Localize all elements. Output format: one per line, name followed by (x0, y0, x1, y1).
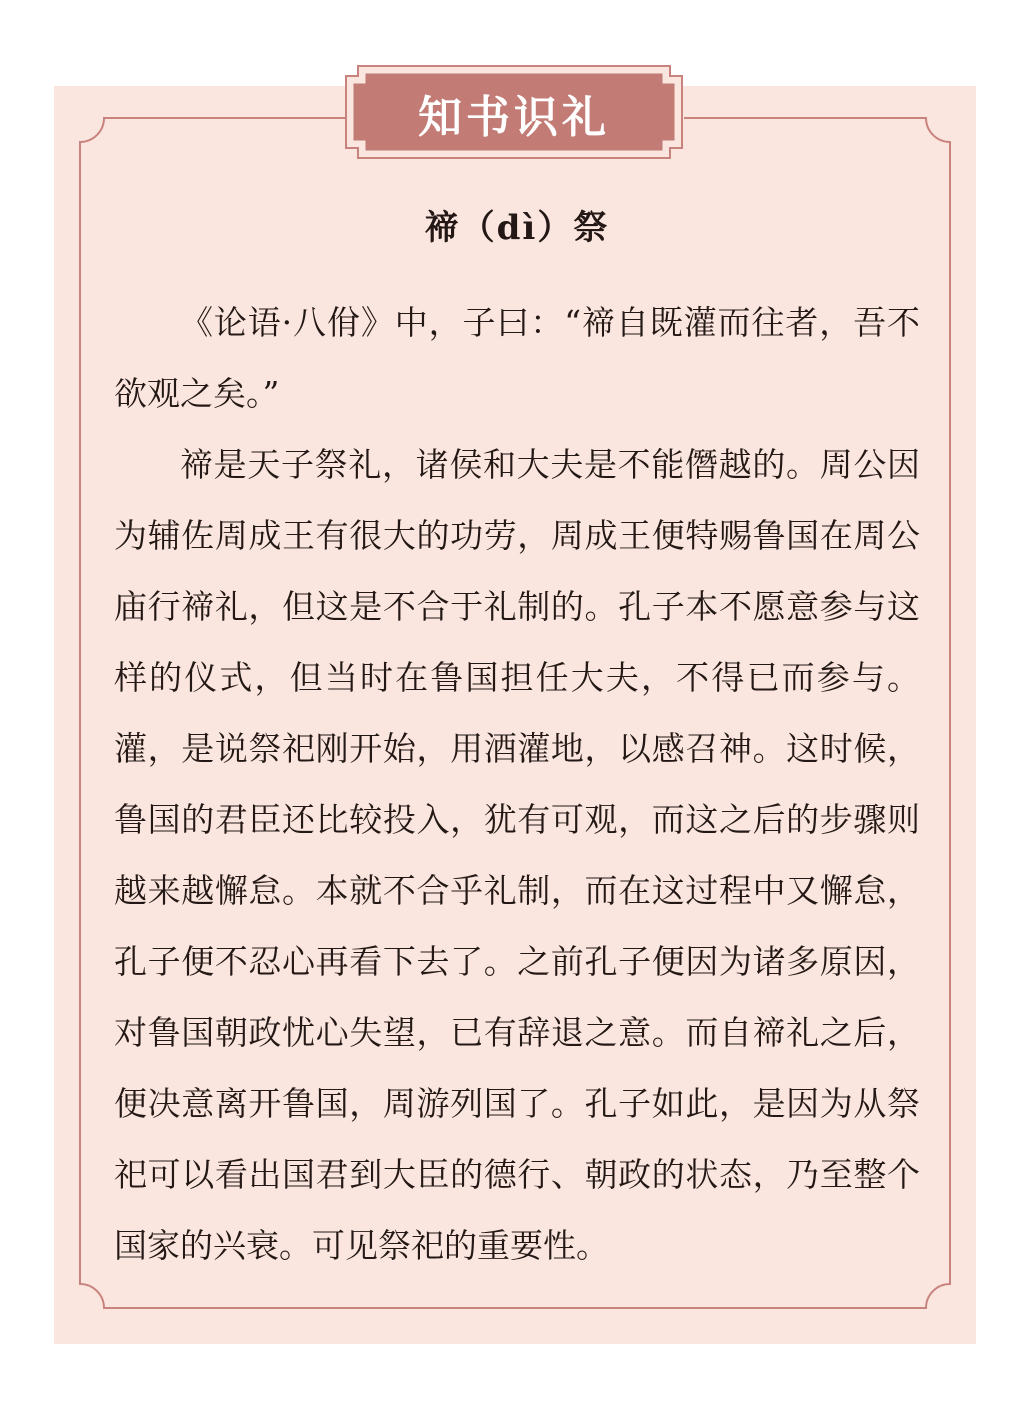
paragraph-quote: 《论语·八佾》中，子曰：“禘自既灌而往者，吾不欲观之矣。” (114, 303, 920, 413)
article-heading: 禘（dì）祭 (424, 208, 610, 248)
badge-title: 知书识礼 (418, 92, 610, 143)
paragraph-explanation: 禘是天子祭礼，诸侯和大夫是不能僭越的。周公因为辅佐周成王有很大的功劳，周成王便特赐鲁国在周公庙行禘礼，但这是不合于礼制的。孔子本不愿意参与这样的仪式，但当时在鲁国担任大夫，不得已而参与。灌，是说祭祀刚开始，用酒灌地，以感召神。这时候，鲁国的君臣还比较投入，犹有可观，而这之后的步骤则越来越懈怠。本就不合乎礼制，而在这过程中又懈怠，孔子便不忍心再看下去了。之前孔子便因为诸多原因，对鲁国朝政忧心失望，已有辞退之意。而自禘礼之后，便决意离开鲁国，周游列国了。孔子如此，是因为从祭祀可以看出国君到大臣的德行、朝政的状态，乃至整个国家的兴衰。可见祭祀的重要性。 (114, 445, 920, 1265)
article-body (114, 287, 920, 1281)
